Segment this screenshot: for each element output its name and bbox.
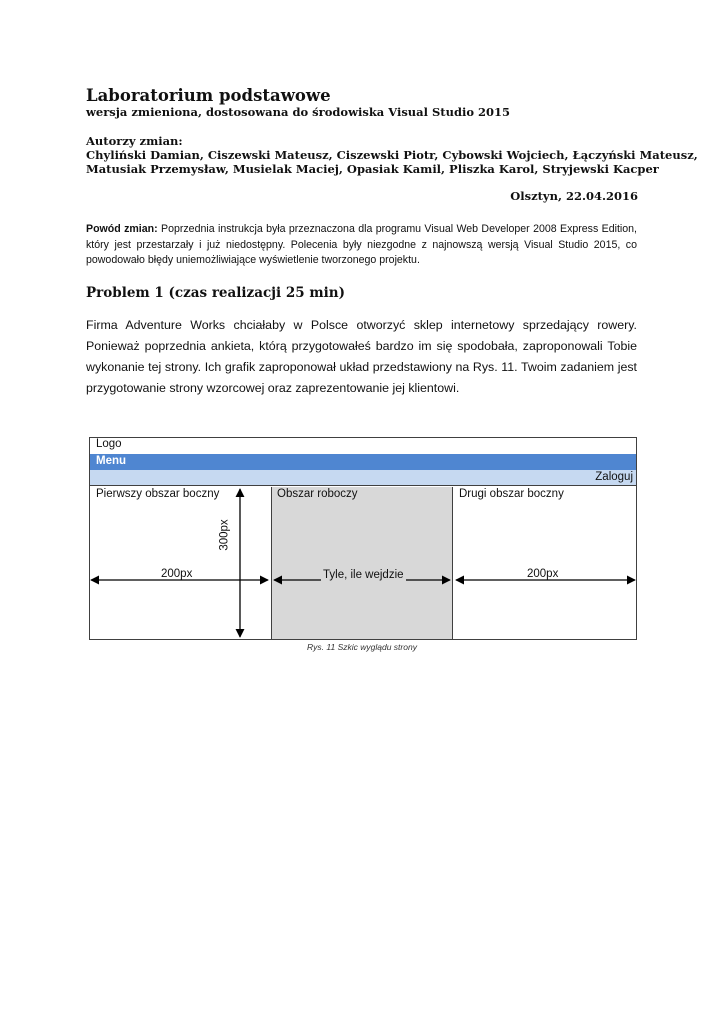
- layout-sketch-figure: [89, 437, 637, 640]
- authors-label: Autorzy zmian:: [86, 134, 183, 148]
- change-reason-paragraph: [86, 222, 637, 269]
- center-width-label: Tyle, ile wejdzie: [323, 569, 404, 581]
- problem-heading: Problem 1 (czas realizacji 25 min): [86, 285, 345, 301]
- authors-line-1: Chyliński Damian, Ciszewski Mateusz, Ciszewski Piotr, Cybowski Wojciech, Łączyński Mateusz,: [86, 148, 698, 162]
- logo-label: Logo: [96, 438, 122, 450]
- right-column-label: Drugi obszar boczny: [459, 488, 564, 500]
- left-width-label: 200px: [161, 568, 193, 580]
- authors-line-2: Matusiak Przemysław, Musielak Maciej, Opasiak Kamil, Pliszka Karol, Stryjewski Kacper: [86, 162, 659, 176]
- problem-description: Firma Adventure Works chciałaby w Polsce otworzyć sklep internetowy sprzedający rowery. Ponieważ poprzednia ankieta, którą przygotowałeś bardzo im się spodobała, zaproponowali Tobie wykonanie tej strony. Ich grafik zaproponował układ przedstawiony na Rys. 11. Twoim zadaniem jest przygotowanie strony wzorcowej oraz zaprezentowanie jej klientowi.: [86, 318, 637, 395]
- left-column-label: Pierwszy obszar boczny: [96, 488, 220, 500]
- dimension-arrows: [89, 437, 637, 640]
- change-reason-label: Powód zmian:: [86, 223, 158, 235]
- figure-caption: Rys. 11 Szkic wyglądu strony: [307, 642, 417, 652]
- menu-label: Menu: [96, 455, 127, 467]
- place-date: Olsztyn, 22.04.2016: [510, 189, 638, 203]
- document-subtitle: wersja zmieniona, dostosowana do środowiska Visual Studio 2015: [86, 105, 511, 119]
- right-width-label: 200px: [527, 568, 559, 580]
- login-label: Zaloguj: [595, 471, 633, 483]
- center-column-label: Obszar roboczy: [277, 488, 358, 500]
- height-label: 300px: [218, 519, 231, 551]
- document-title: Laboratorium podstawowe: [86, 86, 331, 105]
- change-reason-text: Poprzednia instrukcja była przeznaczona dla programu Visual Web Developer 2008 Express Edition, który jest przestarzały i już niedostępny. Polecenia były niezgodne z najnowszą wersją Visual Studio 2015, co powodowało błędy uniemożliwiające wyświetlenie tworzonego projektu.: [86, 223, 637, 266]
